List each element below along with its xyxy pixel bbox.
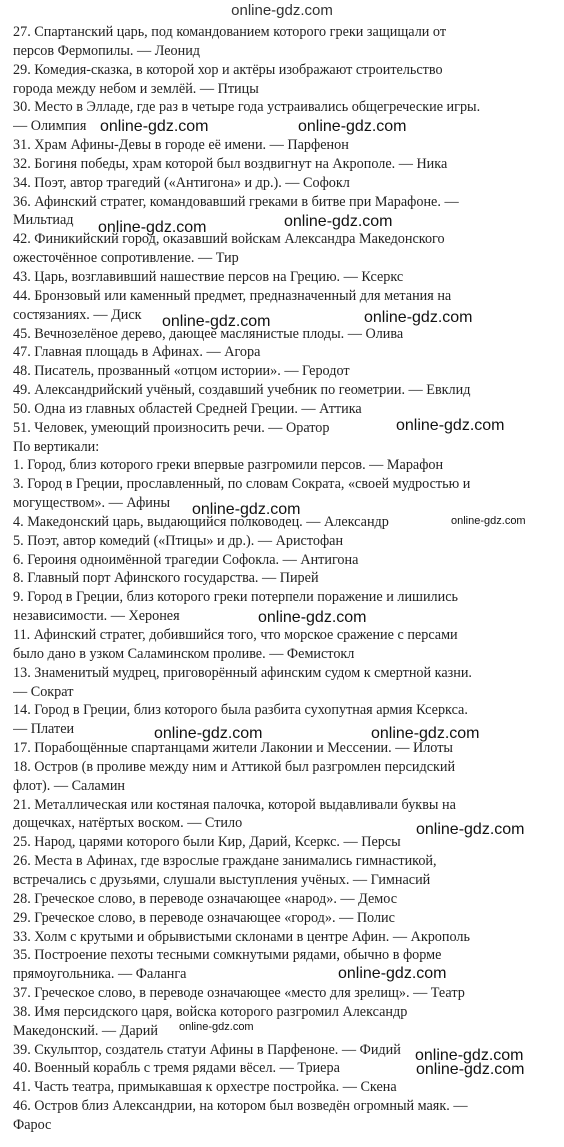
text-line: 8. Главный порт Афинского государства. — Пирей bbox=[13, 570, 319, 587]
text-line: прямоугольника. — Фаланга bbox=[13, 966, 187, 983]
text-line: 32. Богиня победы, храм которой был воздвигнут на Акрополе. — Ника bbox=[13, 155, 448, 172]
watermark: online-gdz.com bbox=[192, 501, 301, 518]
text-line: По вертикали: bbox=[13, 438, 100, 455]
header-watermark: online-gdz.com bbox=[231, 2, 333, 19]
watermark: online-gdz.com bbox=[284, 213, 393, 230]
text-line: — Сократ bbox=[13, 683, 74, 700]
text-line: состязаниях. — Диск bbox=[13, 306, 142, 323]
text-line: флот). — Саламин bbox=[13, 777, 126, 794]
watermark: online-gdz.com bbox=[416, 821, 525, 838]
text-line: 49. Александрийский учёный, создавший учебник по геометрии. — Евклид bbox=[13, 382, 471, 399]
text-line: 41. Часть театра, примыкавшая к орхестре постройка. — Скена bbox=[13, 1079, 397, 1096]
text-line: 1. Город, близ которого греки впервые разгромили персов. — Марафон bbox=[13, 457, 444, 474]
text-line: ожесточённое сопротивление. — Тир bbox=[13, 250, 239, 267]
text-line: 30. Место в Элладе, где раз в четыре года устраивались общегреческие игры. bbox=[13, 99, 481, 116]
watermark: online-gdz.com bbox=[98, 219, 207, 236]
answer-list bbox=[13, 23, 558, 1135]
text-line: Фарос bbox=[13, 1116, 52, 1133]
watermark: online-gdz.com bbox=[298, 118, 407, 135]
text-line: 27. Спартанский царь, под командованием которого греки защищали от bbox=[13, 24, 447, 40]
text-line: 18. Остров (в проливе между ним и Аттикой был разгромлен персидский bbox=[13, 758, 456, 775]
text-line: 45. Вечнозелёное дерево, дающее маслянистые плоды. — Олива bbox=[13, 325, 404, 342]
watermark: online-gdz.com bbox=[416, 1061, 525, 1078]
text-line: 51. Человек, умеющий произносить речи. — Оратор bbox=[13, 419, 330, 436]
text-line: 47. Главная площадь в Афинах. — Агора bbox=[13, 344, 261, 361]
watermark: online-gdz.com bbox=[338, 965, 447, 982]
text-line: 34. Поэт, автор трагедий («Антигона» и др.). — Софокл bbox=[13, 174, 350, 191]
watermark: online-gdz.com bbox=[371, 725, 480, 742]
text-line: 26. Места в Афинах, где взрослые граждане занимались гимнастикой, bbox=[13, 853, 437, 870]
text-line: 17. Порабощённые спартанцами жители Лаконии и Мессении. — Илоты bbox=[13, 740, 453, 757]
text-line: встречались с друзьями, слушали выступления учёных. — Гимнасий bbox=[13, 871, 431, 888]
watermark: online-gdz.com bbox=[396, 417, 505, 434]
watermark: online-gdz.com bbox=[451, 515, 526, 527]
text-line: 13. Знаменитый мудрец, приговорённый афинским судом к смертной казни. bbox=[13, 664, 472, 681]
text-line: 50. Одна из главных областей Средней Греции. — Аттика bbox=[13, 400, 362, 417]
text-line: 5. Поэт, автор комедий («Птицы» и др.). — Аристофан bbox=[13, 532, 344, 549]
text-line: 29. Греческое слово, в переводе означающее «город». — Полис bbox=[13, 909, 395, 926]
text-line: 35. Построение пехоты тесными сомкнутыми рядами, обычно в форме bbox=[13, 947, 442, 964]
text-line: 11. Афинский стратег, добившийся того, что морское сражение с персами bbox=[13, 627, 458, 643]
text-line: 21. Металлическая или костяная палочка, которой выдавливали буквы на bbox=[13, 796, 456, 813]
text-line: 48. Писатель, прозванный «отцом истории». — Геродот bbox=[13, 363, 350, 380]
text-line: 3. Город в Греции, прославленный, по словам Сократа, «своей мудростью и bbox=[13, 476, 471, 493]
watermark: online-gdz.com bbox=[415, 1047, 524, 1064]
text-line: 39. Скульптор, создатель статуи Афины в Парфеноне. — Фидий bbox=[13, 1041, 401, 1058]
text-line: 25. Народ, царями которого были Кир, Дарий, Ксеркс. — Персы bbox=[13, 834, 401, 851]
text-line: 31. Храм Афины-Девы в городе её имени. — Парфенон bbox=[13, 137, 349, 154]
text-line: 33. Холм с крутыми и обрывистыми склонами в центре Афин. — Акрополь bbox=[13, 928, 470, 945]
text-line: 46. Остров близ Александрии, на котором был возведён огромный маяк. — bbox=[13, 1098, 468, 1115]
watermark: online-gdz.com bbox=[162, 313, 271, 330]
text-line: 14. Город в Греции, близ которого была разбита сухопутная армия Ксеркса. bbox=[13, 702, 468, 719]
text-line: 4. Македонский царь, выдающийся полководец. — Александр bbox=[13, 513, 389, 530]
watermark: online-gdz.com bbox=[258, 609, 367, 626]
text-line: — Олимпия bbox=[13, 118, 87, 135]
text-line: 44. Бронзовый или каменный предмет, предназначенный для метания на bbox=[13, 287, 452, 304]
watermark: online-gdz.com bbox=[100, 118, 209, 135]
text-line: 29. Комедия-сказка, в которой хор и актёры изображают строительство bbox=[13, 61, 443, 78]
watermark: online-gdz.com bbox=[364, 309, 473, 326]
text-line: 36. Афинский стратег, командовавший греками в битве при Марафоне. — bbox=[13, 193, 459, 210]
watermark: online-gdz.com bbox=[179, 1021, 254, 1033]
text-line: независимости. — Херонея bbox=[13, 608, 180, 625]
text-line: дощечках, натёртых воском. — Стило bbox=[13, 815, 243, 832]
text-line: могуществом». — Афины bbox=[13, 495, 170, 512]
text-line: 9. Город в Греции, близ которого греки потерпели поражение и лишились bbox=[13, 589, 458, 606]
text-line: — Платеи bbox=[13, 721, 75, 738]
text-line: 42. Финикийский город, оказавший войскам Александра Македонского bbox=[13, 231, 445, 248]
watermark: online-gdz.com bbox=[154, 725, 263, 742]
text-line: 43. Царь, возглавивший нашествие персов на Грецию. — Ксеркс bbox=[13, 268, 404, 285]
text-line: города между небом и землёй. — Птицы bbox=[13, 80, 259, 97]
text-line: было дано в узком Саламинском проливе. — Фемистокл bbox=[13, 645, 355, 662]
text-line: персов Фермопилы. — Леонид bbox=[13, 42, 201, 59]
text-line: 37. Греческое слово, в переводе означающее «место для зрелищ». — Театр bbox=[13, 985, 465, 1002]
text-line: 38. Имя персидского царя, войска которого разгромил Александр bbox=[13, 1003, 408, 1020]
text-line: 28. Греческое слово, в переводе означающее «народ». — Демос bbox=[13, 890, 398, 907]
text-line: 6. Героиня одноимённой трагедии Софокла. — Антигона bbox=[13, 551, 359, 568]
text-line: Мильтиад bbox=[13, 212, 74, 229]
text-line: Македонский. — Дарий bbox=[13, 1022, 158, 1039]
text-line: 40. Военный корабль с тремя рядами вёсел. — Триера bbox=[13, 1060, 340, 1077]
